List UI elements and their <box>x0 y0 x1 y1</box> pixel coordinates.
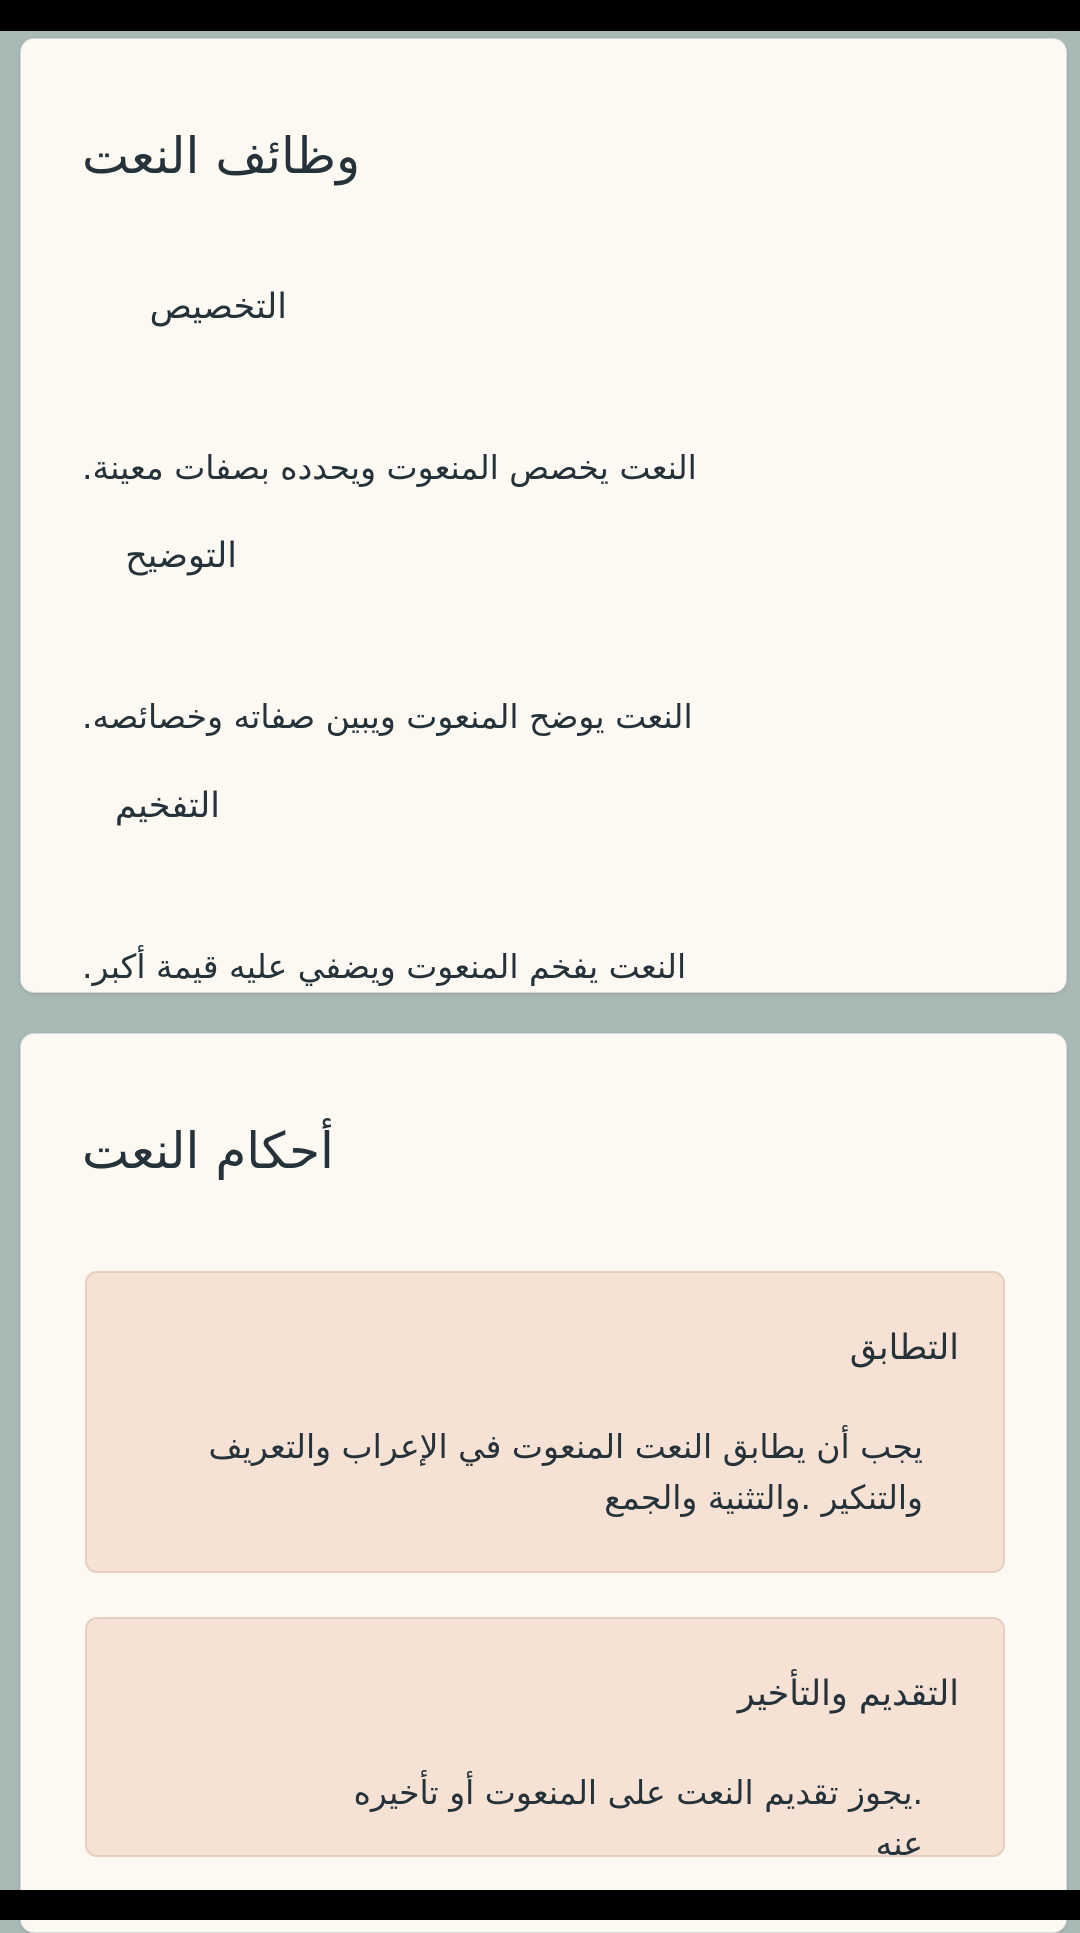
functions-section-title-container <box>82 101 470 211</box>
rules-section-title-container <box>82 1096 432 1206</box>
rule-description-agreement: يجب أن يطابق النعت المنعوت في الإعراب والتعريف والتنكير .والتثنية والجمع <box>208 1427 923 1518</box>
rule-box-ordering <box>85 1617 1005 1864</box>
navigation-bar <box>0 1890 1080 1920</box>
function-description-glorification: .النعت يفخم المنعوت ويضفي عليه قيمة أكبر <box>82 947 687 986</box>
functions-section-title: وظائف النعت <box>82 127 361 185</box>
rule-title-agreement: التطابق <box>849 1328 959 1368</box>
function-item-specification <box>82 283 287 332</box>
function-item-clarification <box>82 532 237 581</box>
rule-title-ordering: التقديم والتأخير <box>737 1674 959 1714</box>
rules-section-title: أحكام النعت <box>82 1122 334 1180</box>
rules-card <box>20 1033 1067 1933</box>
function-title-specification: التخصيص <box>149 287 287 327</box>
rule-box-agreement <box>85 1271 1005 1573</box>
function-description-clarification: .النعت يوضح المنعوت ويبين صفاته وخصائصه <box>82 697 693 736</box>
function-description-specification: .النعت يخصص المنعوت ويحدده بصفات معينة <box>82 448 697 487</box>
function-title-glorification: التفخيم <box>114 786 220 826</box>
function-item-glorification <box>82 782 220 831</box>
functions-card <box>20 38 1067 993</box>
function-title-clarification: التوضيح <box>125 536 237 576</box>
status-bar <box>0 0 1080 31</box>
rule-description-ordering: .يجوز تقديم النعت على المنعوت أو تأخيره عنه <box>353 1773 923 1864</box>
